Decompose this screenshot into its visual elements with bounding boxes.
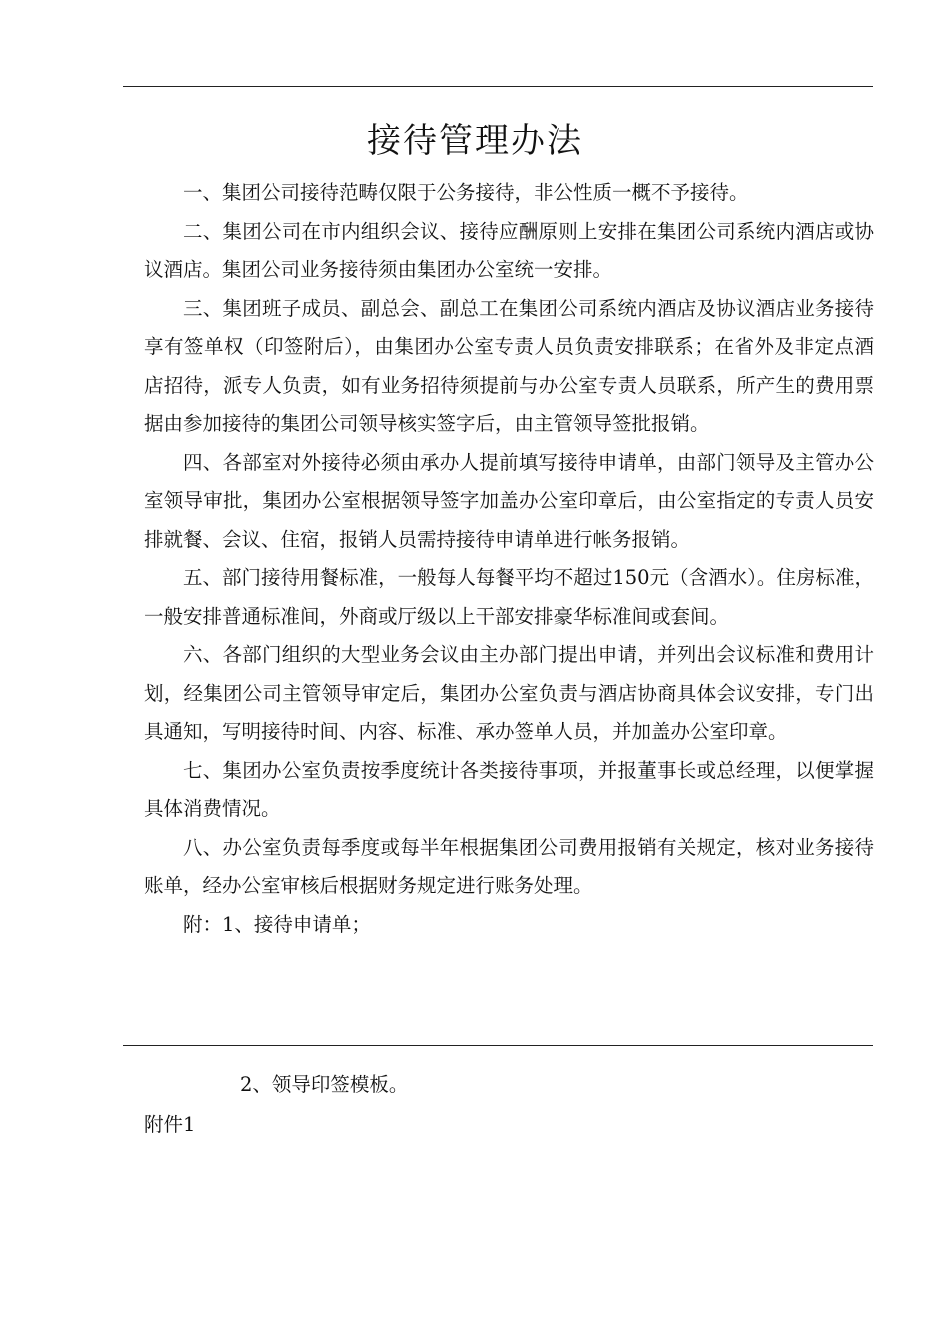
paragraph-7: 七、集团办公室负责按季度统计各类接待事项，并报董事长或总经理，以便掌握具体消费情况。 [144,758,874,820]
page-break-divider [123,1045,873,1046]
page-title: 接待管理办法 [367,121,583,161]
attachment-item-1: 附：1、接待申请单； [183,912,371,936]
paragraph-4: 四、各部室对外接待必须由承办人提前填写接待申请单，由部门领导及主管办公室领导审批，集团办公室根据领导签字加盖办公室印章后，由公室指定的专责人员安排就餐、会议、住宿，报销人员需持接待申请单进行帐务报销。 [144,450,874,551]
top-divider [123,86,873,87]
document-body [144,174,874,944]
paragraph-8: 八、办公室负责每季度或每半年根据集团公司费用报销有关规定，核对业务接待账单，经办公室审核后根据财务规定进行账务处理。 [144,835,874,897]
paragraph-1: 一、集团公司接待范畴仅限于公务接待，非公性质一概不予接待。 [183,181,749,204]
paragraph-3: 三、集团班子成员、副总会、副总工在集团公司系统内酒店及协议酒店业务接待享有签单权（印签附后），由集团办公室专责人员负责安排联系；在省外及非定点酒店招待，派专人负责，如有业务招待须提前与办公室专责人员联系，所产生的费用票据由参加接待的集团公司领导核实签字后，由主管领导签批报销。 [144,296,874,435]
attachment-item-2: 2、领导印签模板。 [240,1073,409,1096]
paragraph-6: 六、各部门组织的大型业务会议由主办部门提出申请，并列出会议标准和费用计划，经集团公司主管领导审定后，集团办公室负责与酒店协商具体会议安排，专门出具通知，写明接待时间、内容、标准、承办签单人员，并加盖办公室印章。 [144,643,874,743]
paragraph-2: 二、集团公司在市内组织会议、接待应酬原则上安排在集团公司系统内酒店或协议酒店。集团公司业务接待须由集团办公室统一安排。 [144,219,874,281]
paragraph-5: 五、部门接待用餐标准，一般每人每餐平均不超过150元（含酒水）。住房标准，一般安排普通标准间，外商或厅级以上干部安排豪华标准间或套间。 [144,566,874,628]
attachment-label: 附件1 [144,1113,196,1136]
